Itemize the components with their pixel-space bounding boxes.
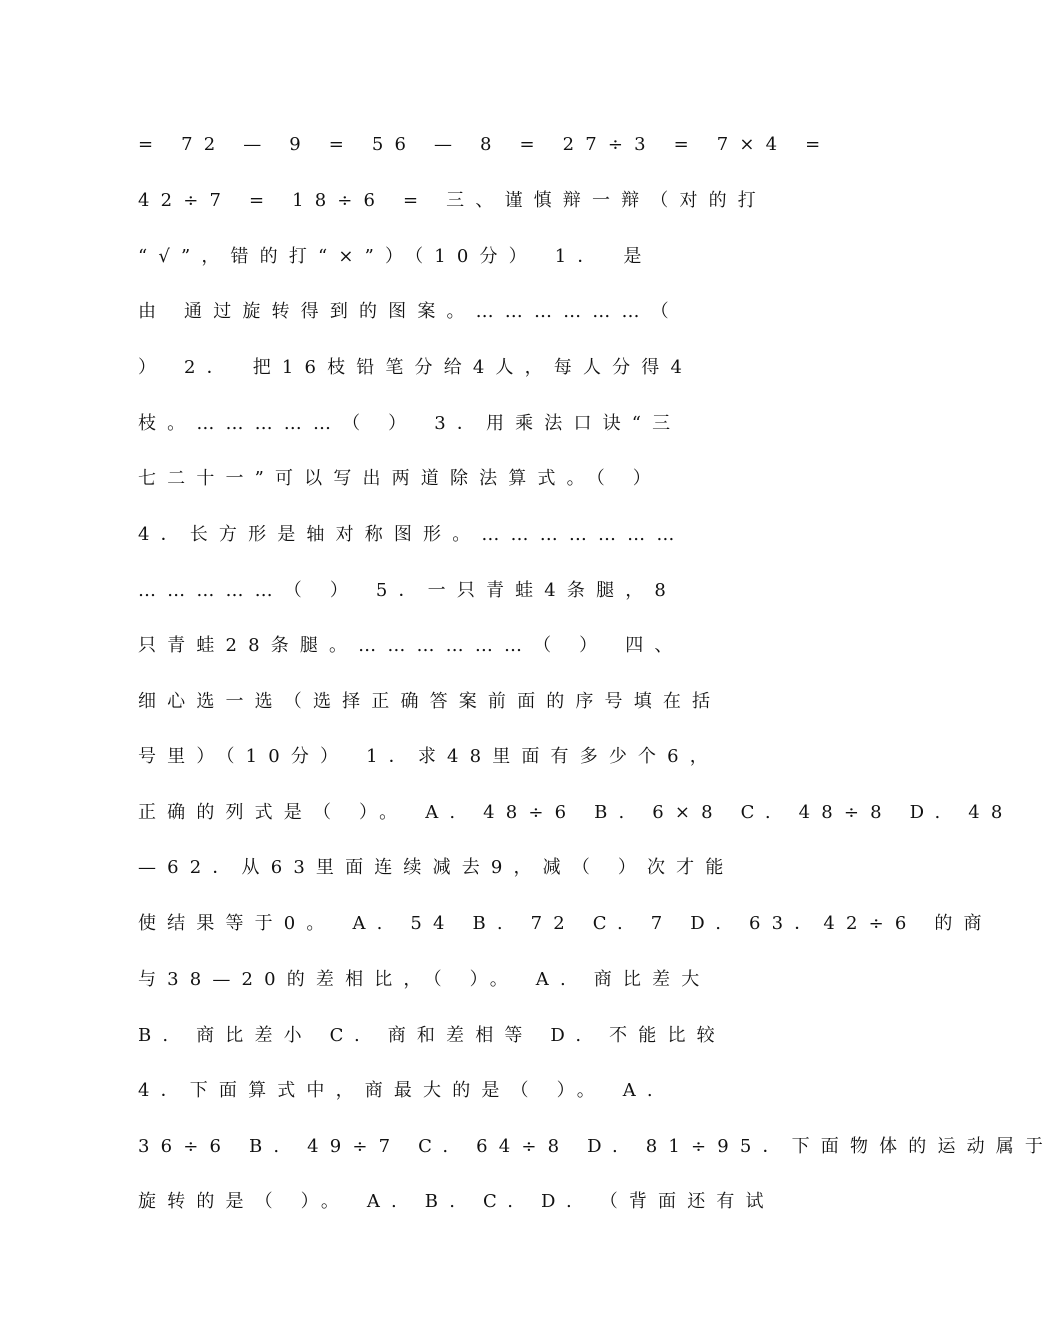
text-line: —62．从63里面连续减去9，减（ ）次才能 bbox=[138, 857, 735, 878]
text-line: 正确的列式是（ ）。 A. 48÷6 B. 6×8 C. 48÷8 D. 48 bbox=[138, 802, 1014, 823]
text-line: 4．长方形是轴对称图形。………………… bbox=[138, 524, 686, 545]
text-line: 42÷7 = 18÷6 = 三、谨慎辩一辩（对的打 bbox=[138, 190, 767, 211]
text-line: 只青蛙28条腿。………………（ ） 四、 bbox=[138, 635, 684, 656]
text-line: 旋转的是（ ）。 A. B. C. D. （背面还有试 bbox=[138, 1191, 775, 1212]
text-line: ） 2． 把16枝铅笔分给4人，每人分得4 bbox=[138, 357, 694, 378]
text-line: 枝。……………（ ） 3．用乘法口诀“三 bbox=[138, 413, 682, 434]
text-line: = 72 — 9 = 56 — 8 = 27÷3 = 7×4 = bbox=[138, 134, 832, 155]
text-line: 36÷6 B. 49÷7 C. 64÷8 D. 81÷95．下面物体的运动属于 bbox=[138, 1136, 1054, 1157]
text-line: “√”，错的打“×”）（10分） 1． 是 bbox=[138, 246, 653, 267]
text-line: 与38—20的差相比，（ ）。 A. 商比差大 bbox=[138, 969, 711, 990]
text-line: 号里）（10分） 1．求48里面有多少个6， bbox=[138, 746, 719, 767]
text-line: 4．下面算式中，商最大的是（ ）。 A. bbox=[138, 1080, 664, 1101]
text-line: 使结果等于0。 A. 54 B. 72 C. 7 D. 63．42÷6 的商 bbox=[138, 913, 993, 934]
text-line: 细心选一选（选择正确答案前面的序号填在括 bbox=[138, 691, 722, 712]
text-line: 七二十一”可以写出两道除法算式。（ ） bbox=[138, 468, 662, 489]
text-line: ……………（ ） 5．一只青蛙4条腿，8 bbox=[138, 580, 677, 601]
text-line: 由 通过旋转得到的图案。………………（ bbox=[138, 301, 680, 322]
text-line: B. 商比差小 C. 商和差相等 D. 不能比较 bbox=[138, 1025, 726, 1046]
